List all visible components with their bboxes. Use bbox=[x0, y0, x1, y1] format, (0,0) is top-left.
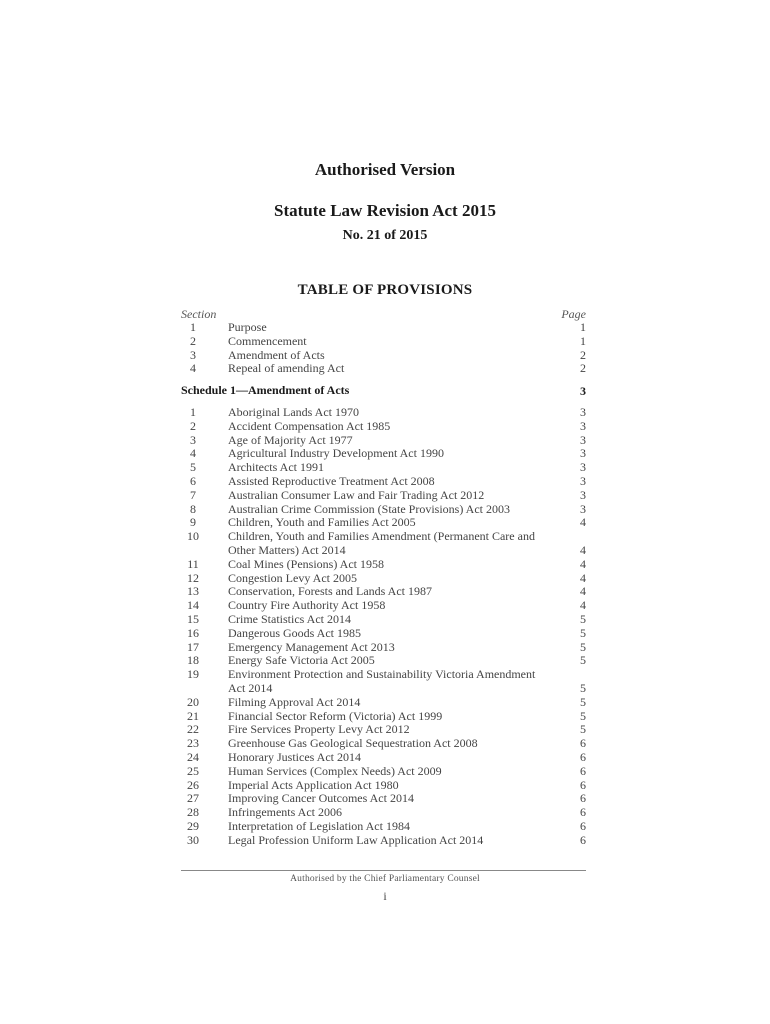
entry-title: Australian Crime Commission (State Provisions) Act 2003 bbox=[228, 501, 510, 516]
toc-entry[interactable] bbox=[181, 335, 586, 349]
schedule-page: 3 bbox=[580, 384, 586, 398]
toc-entry[interactable] bbox=[181, 475, 586, 489]
entry-number: 23 bbox=[187, 736, 199, 751]
toc-entry[interactable] bbox=[181, 420, 586, 434]
entry-page: 5 bbox=[580, 722, 586, 737]
entry-number: 3 bbox=[190, 432, 196, 447]
entry-number: 11 bbox=[187, 556, 199, 571]
entry-page: 4 bbox=[580, 515, 586, 530]
toc-entry[interactable] bbox=[181, 710, 586, 724]
entry-page: 6 bbox=[580, 791, 586, 806]
entry-title: Crime Statistics Act 2014 bbox=[228, 611, 351, 626]
entry-page: 6 bbox=[580, 832, 586, 847]
entry-page: 1 bbox=[580, 333, 586, 348]
sections-list bbox=[181, 321, 586, 376]
toc-entry[interactable] bbox=[181, 585, 586, 599]
entry-number: 29 bbox=[187, 818, 199, 833]
entry-title: Dangerous Goods Act 1985 bbox=[228, 625, 361, 640]
entry-title: Conservation, Forests and Lands Act 1987 bbox=[228, 584, 432, 599]
entry-page: 3 bbox=[580, 460, 586, 475]
entry-number: 14 bbox=[187, 598, 199, 613]
entry-number: 5 bbox=[190, 460, 196, 475]
authorised-version-label: Authorised Version bbox=[314, 160, 456, 179]
entry-page: 4 bbox=[580, 556, 586, 571]
entry-title: Children, Youth and Families Amendment (Permanent Care and Other Matters) Act 2014 bbox=[228, 529, 535, 557]
entry-page: 3 bbox=[580, 418, 586, 433]
entry-page: 5 bbox=[580, 653, 586, 668]
entry-number: 9 bbox=[190, 515, 196, 530]
entry-title: Energy Safe Victoria Act 2005 bbox=[228, 653, 375, 668]
entry-title: Infringements Act 2006 bbox=[228, 805, 342, 820]
entry-page: 6 bbox=[580, 736, 586, 751]
toc-entry[interactable] bbox=[181, 503, 586, 517]
entry-title: Filming Approval Act 2014 bbox=[228, 694, 361, 709]
entry-number: 20 bbox=[187, 694, 199, 709]
entry-number: 18 bbox=[187, 653, 199, 668]
entry-title: Children, Youth and Families Act 2005 bbox=[228, 515, 416, 530]
entry-number: 24 bbox=[187, 749, 199, 764]
footer-text: Authorised by the Chief Parliamentary Counsel bbox=[290, 874, 480, 884]
entry-title: Accident Compensation Act 1985 bbox=[228, 418, 391, 433]
page-number: i bbox=[383, 889, 387, 903]
entry-page: 3 bbox=[580, 487, 586, 502]
entry-title: Greenhouse Gas Geological Sequestration Act 2008 bbox=[228, 736, 478, 751]
entry-title: Environment Protection and Sustainability Victoria Amendment Act 2014 bbox=[228, 667, 536, 695]
toc-entry[interactable] bbox=[181, 434, 586, 448]
toc-entry[interactable] bbox=[181, 834, 586, 848]
entry-number: 1 bbox=[190, 405, 196, 419]
schedule-heading[interactable] bbox=[181, 383, 586, 399]
entry-number: 2 bbox=[190, 333, 196, 348]
entry-number: 30 bbox=[187, 832, 199, 847]
entry-page: 5 bbox=[580, 639, 586, 654]
entry-page: 6 bbox=[580, 805, 586, 820]
entry-page: 5 bbox=[580, 680, 586, 695]
entry-number: 4 bbox=[190, 446, 196, 461]
entry-page: 3 bbox=[580, 501, 586, 516]
act-number: No. 21 of 2015 bbox=[342, 228, 428, 243]
entry-title: Coal Mines (Pensions) Act 1958 bbox=[228, 556, 384, 571]
entry-page: 2 bbox=[580, 361, 586, 376]
entry-title: Financial Sector Reform (Victoria) Act 1999 bbox=[228, 708, 443, 723]
entry-title: Purpose bbox=[228, 320, 267, 334]
toc-entry[interactable] bbox=[181, 751, 586, 765]
entry-number: 7 bbox=[190, 487, 196, 502]
toc-entry[interactable] bbox=[181, 461, 586, 475]
entry-title: Imperial Acts Application Act 1980 bbox=[228, 777, 399, 792]
entry-number: 26 bbox=[187, 777, 199, 792]
footer-divider bbox=[181, 870, 586, 871]
entry-number: 21 bbox=[187, 708, 199, 723]
toc-entry[interactable] bbox=[181, 820, 586, 834]
toc-entry[interactable] bbox=[181, 349, 586, 363]
toc-entry[interactable] bbox=[181, 668, 586, 696]
entry-page: 6 bbox=[580, 777, 586, 792]
schedule-title: Schedule 1—Amendment of Acts bbox=[181, 383, 350, 397]
toc-entry[interactable] bbox=[181, 406, 586, 420]
entry-number: 15 bbox=[187, 611, 199, 626]
entry-title: Interpretation of Legislation Act 1984 bbox=[228, 818, 410, 833]
entry-number: 12 bbox=[187, 570, 199, 585]
entry-title: Improving Cancer Outcomes Act 2014 bbox=[228, 791, 414, 806]
entry-page: 5 bbox=[580, 708, 586, 723]
entry-page: 1 bbox=[580, 320, 586, 334]
entry-title: Emergency Management Act 2013 bbox=[228, 639, 395, 654]
toc-entry[interactable] bbox=[181, 489, 586, 503]
entry-page: 4 bbox=[580, 570, 586, 585]
entry-page: 5 bbox=[580, 694, 586, 709]
entry-page: 4 bbox=[580, 598, 586, 613]
entry-title: Fire Services Property Levy Act 2012 bbox=[228, 722, 410, 737]
entry-number: 10 bbox=[187, 529, 199, 544]
entry-number: 27 bbox=[187, 791, 199, 806]
toc-entry[interactable] bbox=[181, 516, 586, 530]
entry-title: Agricultural Industry Development Act 1990 bbox=[228, 446, 444, 461]
toc-entry[interactable] bbox=[181, 613, 586, 627]
toc-entry[interactable] bbox=[181, 641, 586, 655]
toc-entry[interactable] bbox=[181, 321, 586, 335]
entry-number: 2 bbox=[190, 418, 196, 433]
entry-page: 6 bbox=[580, 818, 586, 833]
entry-number: 13 bbox=[187, 584, 199, 599]
toc-entry[interactable] bbox=[181, 530, 586, 558]
entry-title: Repeal of amending Act bbox=[228, 361, 345, 376]
toc-entry[interactable] bbox=[181, 737, 586, 751]
entry-title: Honorary Justices Act 2014 bbox=[228, 749, 361, 764]
toc-entry[interactable] bbox=[181, 558, 586, 572]
entry-page: 6 bbox=[580, 749, 586, 764]
toc-entry[interactable] bbox=[181, 654, 586, 668]
entry-title: Commencement bbox=[228, 333, 307, 348]
entry-number: 16 bbox=[187, 625, 199, 640]
entry-title: Amendment of Acts bbox=[228, 347, 325, 362]
entry-page: 2 bbox=[580, 347, 586, 362]
entry-page: 3 bbox=[580, 473, 586, 488]
toc-entry[interactable] bbox=[181, 723, 586, 737]
entry-number: 28 bbox=[187, 805, 199, 820]
entry-number: 4 bbox=[190, 361, 196, 376]
toc-entry[interactable] bbox=[181, 765, 586, 779]
entry-page: 4 bbox=[580, 584, 586, 599]
toc-entry[interactable] bbox=[181, 779, 586, 793]
entry-page: 6 bbox=[580, 763, 586, 778]
entry-title: Architects Act 1991 bbox=[228, 460, 324, 475]
entry-number: 3 bbox=[190, 347, 196, 362]
entry-title: Age of Majority Act 1977 bbox=[228, 432, 353, 447]
toc-entry[interactable] bbox=[181, 627, 586, 641]
schedule-items-list bbox=[181, 406, 586, 848]
toc-entry[interactable] bbox=[181, 792, 586, 806]
entry-number: 8 bbox=[190, 501, 196, 516]
entry-page: 3 bbox=[580, 446, 586, 461]
entry-title: Australian Consumer Law and Fair Trading Act 2012 bbox=[228, 487, 485, 502]
entry-number: 25 bbox=[187, 763, 199, 778]
entry-title: Assisted Reproductive Treatment Act 2008 bbox=[228, 473, 435, 488]
entry-number: 6 bbox=[190, 473, 196, 488]
page-column-label: Page bbox=[561, 307, 586, 321]
entry-page: 3 bbox=[580, 405, 586, 419]
section-column-label: Section bbox=[181, 307, 217, 321]
toc-entry[interactable] bbox=[181, 599, 586, 613]
entry-number: 19 bbox=[187, 667, 199, 682]
entry-page: 4 bbox=[580, 542, 586, 557]
entry-number: 17 bbox=[187, 639, 199, 654]
toc-entry[interactable] bbox=[181, 572, 586, 586]
act-title: Statute Law Revision Act 2015 bbox=[274, 201, 496, 220]
toc-entry[interactable] bbox=[181, 696, 586, 710]
entry-title: Country Fire Authority Act 1958 bbox=[228, 598, 386, 613]
toc-heading: TABLE OF PROVISIONS bbox=[297, 282, 473, 298]
toc-entry[interactable] bbox=[181, 447, 586, 461]
entry-page: 5 bbox=[580, 625, 586, 640]
entry-title: Human Services (Complex Needs) Act 2009 bbox=[228, 763, 442, 778]
entry-title: Congestion Levy Act 2005 bbox=[228, 570, 357, 585]
entry-number: 22 bbox=[187, 722, 199, 737]
toc-entry[interactable] bbox=[181, 362, 586, 376]
entry-page: 5 bbox=[580, 611, 586, 626]
toc-entry[interactable] bbox=[181, 806, 586, 820]
entry-title: Legal Profession Uniform Law Application Act 2014 bbox=[228, 832, 484, 847]
entry-title: Aboriginal Lands Act 1970 bbox=[228, 405, 359, 419]
entry-number: 1 bbox=[190, 320, 196, 334]
entry-page: 3 bbox=[580, 432, 586, 447]
